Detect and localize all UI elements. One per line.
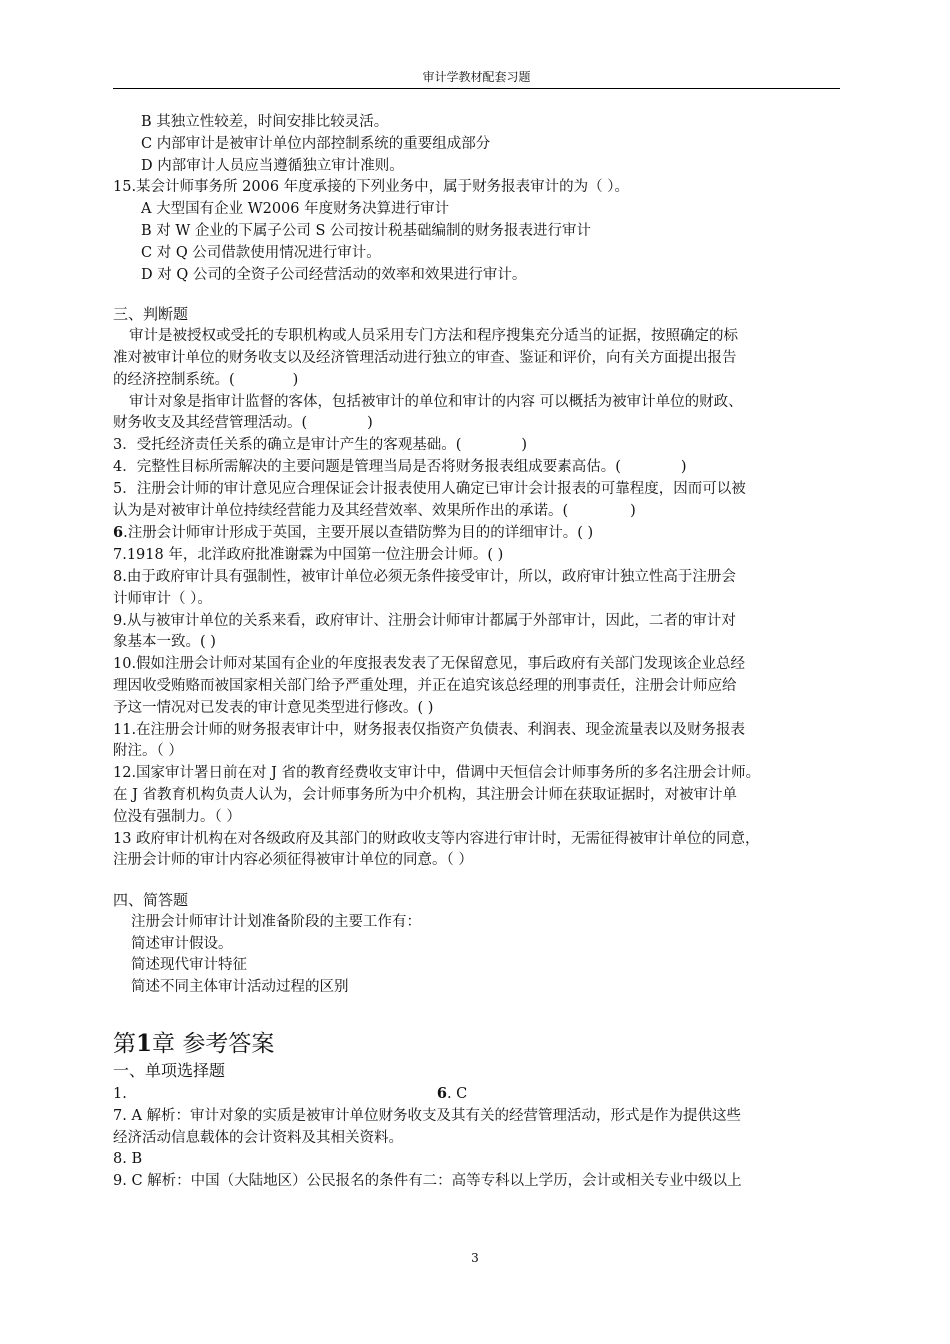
q15-option-d: D 对 Q 公司的全资子公司经营活动的效率和效果进行审计。 xyxy=(141,266,527,283)
tf-item-1-line3 xyxy=(113,370,840,392)
tf-item-6-number: 6 xyxy=(113,524,124,542)
tf-item-5-text: 认为是对被审计单位持续经营能力及其经营效率、效果所作出的承诺。( xyxy=(113,502,569,519)
tf-item-13-line2: 注册会计师的审计内容必须征得被审计单位的同意。（ ） xyxy=(113,852,473,869)
tf-item-5-close: ) xyxy=(630,502,636,519)
tf-item-9-line1: 9.从与被审计单位的关系来看，政府审计、注册会计师审计都属于外部审计，因此，二者的审计对 xyxy=(113,612,736,629)
tf-item-4 xyxy=(113,457,840,479)
tf-item-2-line1: 审计对象是指审计监督的客体，包括被审计的单位和审计的内容 可以概括为被审计单位的财政、 xyxy=(129,393,743,410)
tf-item-3-close: ) xyxy=(521,437,528,454)
tf-item-1-line2: 准对被审计单位的财务收支以及经济管理活动进行独立的审查、鉴证和评价，向有关方面提出报告 xyxy=(113,349,737,366)
chapter-suffix: 章 参考答案 xyxy=(152,1031,275,1058)
answer-9: 9. C 解析：中国（大陆地区）公民报名的条件有二：高等专科以上学历，会计或相关专业中级以上 xyxy=(113,1173,742,1190)
tf-item-13-line1: 13 政府审计机构在对各级政府及其部门的财政收支等内容进行审计时，无需征得被审计单位的同意， xyxy=(113,830,760,847)
short-item-3: 简述现代审计特征 xyxy=(131,957,247,974)
tf-item-4-text: 4．完整性目标所需解决的主要问题是管理当局是否将财务报表组成要素高估。( xyxy=(113,458,621,475)
tf-item-5-line1: 5．注册会计师的审计意见应合理保证会计报表使用人确定已审计会计报表的可靠程度，因而可以被 xyxy=(113,480,746,497)
section-true-false-heading: 三、判断题 xyxy=(113,305,189,324)
page-number: 3 xyxy=(471,1251,479,1265)
option-b: B 其独立性较差，时间安排比较灵活。 xyxy=(141,114,389,130)
tf-item-3 xyxy=(113,435,840,457)
option-d: D 内部审计人员应当遵循独立审计准则。 xyxy=(141,157,404,174)
tf-item-3-text: 3．受托经济责任关系的确立是审计产生的客观基础。( xyxy=(113,437,462,454)
tf-item-2-close: ) xyxy=(367,415,373,432)
answer-7-line2: 经济活动信息载体的会计资料及其相关资料。 xyxy=(113,1129,403,1146)
tf-item-12-line3: 位没有强制力。（ ） xyxy=(113,808,241,825)
tf-item-1-close: ) xyxy=(292,371,299,388)
option-c: C 内部审计是被审计单位内部控制系统的重要组成部分 xyxy=(141,135,491,152)
tf-item-2-text: 财务收支及其经营管理活动。( xyxy=(113,415,308,432)
page-content xyxy=(113,112,840,1193)
short-item-2: 简述审计假设。 xyxy=(131,935,233,952)
chapter-number: 1 xyxy=(136,1030,153,1058)
tf-item-11-line2: 附注。（ ） xyxy=(113,743,183,760)
tf-item-7: 7.1918 年，北洋政府批准谢霖为中国第一位注册会计师。( ) xyxy=(113,547,504,564)
answer-8: 8. B xyxy=(113,1151,143,1168)
tf-item-11-line1: 11.在注册会计师的财务报表审计中，财务报表仅指资产负债表、利润表、现金流量表以及财务报表 xyxy=(113,721,746,738)
tf-item-12-line1: 12.国家审计署日前在对 J 省的教育经费收支审计中，借调中天恒信会计师事务所的多名注册会计师。 xyxy=(113,765,761,782)
short-item-1: 注册会计师审计计划准备阶段的主要工作有： xyxy=(131,913,421,930)
tf-item-4-close: ) xyxy=(680,458,687,475)
header-rule xyxy=(113,88,840,89)
tf-item-1-line1: 审计是被授权或受托的专职机构或人员采用专门方法和程序搜集充分适当的证据，按照确定的标 xyxy=(129,328,738,345)
section-short-answer-heading: 四、简答题 xyxy=(113,891,189,910)
answer-6: . C xyxy=(446,1086,468,1103)
answer-6-number: 6 xyxy=(436,1085,447,1103)
answer-1: 1. xyxy=(113,1086,127,1103)
tf-item-6-text: .注册会计师审计形成于英国，主要开展以查错防弊为目的的详细审计。( ) xyxy=(123,525,594,542)
tf-item-9-line2: 象基本一致。( ) xyxy=(113,634,216,651)
tf-item-2-line2 xyxy=(113,413,840,435)
question-15: 15.某会计师事务所 2006 年度承接的下列业务中，属于财务报表审计的为（ ）。 xyxy=(113,179,630,196)
q15-option-b: B 对 W 企业的下属子公司 S 公司按计税基础编制的财务报表进行审计 xyxy=(141,222,592,239)
tf-item-10-line1: 10.假如注册会计师对某国有企业的年度报表发表了无保留意见，事后政府有关部门发现该企业总经 xyxy=(113,656,746,673)
tf-item-6 xyxy=(113,522,840,545)
tf-item-8-line2: 计师审计（ ）。 xyxy=(113,590,212,607)
answer-7-line1: 7. A 解析：审计对象的实质是被审计单位财务收支及其有关的经营管理活动，形式是作为提供这些 xyxy=(113,1107,742,1124)
tf-item-1-text: 的经济控制系统。( xyxy=(113,371,235,388)
answer-1-and-6 xyxy=(113,1083,840,1106)
tf-item-5-line2 xyxy=(113,501,840,523)
tf-item-8-line1: 8.由于政府审计具有强制性，被审计单位必须无条件接受审计，所以，政府审计独立性高于注册会 xyxy=(113,568,736,585)
answers-section-heading: 一、单项选择题 xyxy=(113,1061,226,1081)
chapter-prefix: 第 xyxy=(113,1031,136,1058)
q15-option-c: C 对 Q 公司借款使用情况进行审计。 xyxy=(141,244,381,261)
page-header: 审计学教材配套习题 xyxy=(422,70,531,84)
q15-option-a: A 大型国有企业 W2006 年度财务决算进行审计 xyxy=(141,201,450,218)
tf-item-10-line3: 予这一情况对已发表的审计意见类型进行修改。( ) xyxy=(113,699,434,716)
short-item-4: 简述不同主体审计活动过程的区别 xyxy=(131,979,349,996)
tf-item-12-line2: 在 J 省教育机构负责人认为，会计师事务所为中介机构，其注册会计师在获取证据时，对被审计单 xyxy=(113,786,738,803)
chapter-title xyxy=(113,1029,840,1059)
tf-item-10-line2: 理因收受贿赂而被国家相关部门给予严重处理，并正在追究该总经理的刑事责任，注册会计师应给 xyxy=(113,677,737,694)
